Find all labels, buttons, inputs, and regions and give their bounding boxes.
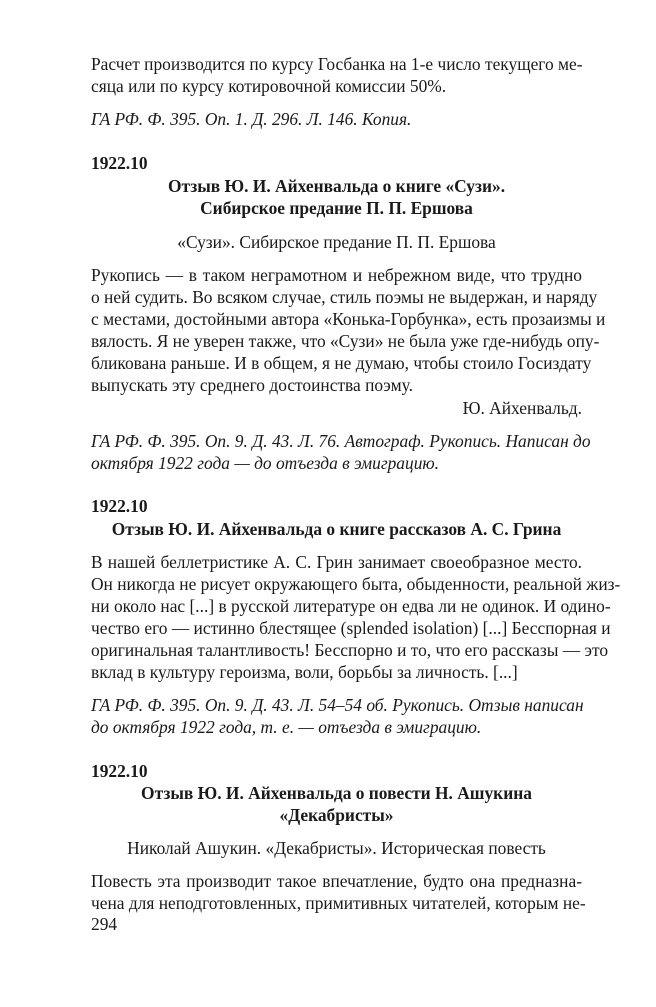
doc2-source-line: до октября 1922 года, т. е. — отъезда в эмиграцию. — [91, 717, 482, 737]
doc1-body-line: вялость. Я не уверен также, что «Сузи» не была уже где-нибудь опу- — [91, 331, 600, 351]
doc3-body-line: чена для неподготовленных, примитивных читателей, которым не- — [91, 893, 586, 913]
doc1-title-line: Отзыв Ю. И. Айхенвальда о книге «Сузи». — [167, 176, 506, 196]
doc1-body-line: с местами, достойными автора «Конька-Горбунка», есть прозаизмы и — [91, 309, 606, 329]
doc1-subject: «Сузи». Сибирское предание П. П. Ершова — [177, 232, 496, 252]
doc1-body-line: Рукопись — в таком неграмотном и небрежном виде, что трудно — [91, 265, 582, 285]
doc1-source-line: октября 1922 года — до отъезда в эмиграцию. — [91, 453, 440, 473]
doc2-body-line: чество его — истинно блестящее (splended isolation) [...] Бесспорная и — [91, 618, 611, 638]
doc1-date: 1922.10 — [91, 153, 148, 173]
doc1-body-line: о ней судить. Во всяком случае, стиль поэмы не выдержан, и наряду — [91, 287, 598, 307]
intro-line: сяца или по курсу котировочной комиссии 50%. — [91, 76, 447, 96]
doc3-subject: Николай Ашукин. «Декабристы». Историческая повесть — [127, 838, 546, 858]
doc2-source-line: ГА РФ. Ф. 395. Оп. 9. Д. 43. Л. 54–54 об. Рукопись. Отзыв написан — [91, 695, 584, 715]
page-number: 294 — [91, 914, 118, 934]
doc2-body-line: ни около нас [...] в русской литературе он едва ли не одинок. И одино- — [91, 596, 611, 616]
intro-source: ГА РФ. Ф. 395. Оп. 1. Д. 296. Л. 146. Копия. — [91, 109, 412, 129]
doc3-body-line: Повесть эта производит такое впечатление, будто она предназна- — [91, 871, 582, 891]
doc1-signature: Ю. Айхенвальд. — [462, 398, 582, 418]
doc3-date: 1922.10 — [91, 761, 148, 781]
doc2-body-line: вклад в культуру героизма, воли, борьбы за личность. [...] — [91, 662, 518, 682]
doc2-date: 1922.10 — [91, 496, 148, 516]
doc2-title: Отзыв Ю. И. Айхенвальда о книге рассказов А. С. Грина — [111, 519, 562, 539]
doc1-source-line: ГА РФ. Ф. 395. Оп. 9. Д. 43. Л. 76. Автограф. Рукопись. Написан до — [91, 431, 591, 451]
doc1-body-line: бликована раньше. И в общем, я не думаю, чтобы стоило Госиздату — [91, 353, 592, 373]
doc2-body-line: Он никогда не рисует окружающего быта, обыденности, реальной жиз- — [91, 574, 621, 594]
doc1-body-line: выпускать эту среднего достоинства поэму. — [91, 375, 413, 395]
doc2-body-line: В нашей беллетристике А. С. Грин занимает своеобразное место. — [91, 552, 582, 572]
doc3-title-line: Отзыв Ю. И. Айхенвальда о повести Н. Ашукина — [141, 783, 532, 803]
doc1-title-line: Сибирское предание П. П. Ершова — [200, 198, 473, 218]
intro-line: Расчет производится по курсу Госбанка на 1-е число текущего ме- — [91, 54, 583, 74]
doc3-title-line: «Декабристы» — [279, 805, 394, 825]
doc2-body-line: оригинальная талантливость! Бесспорно и то, что его рассказы — это — [91, 640, 609, 660]
